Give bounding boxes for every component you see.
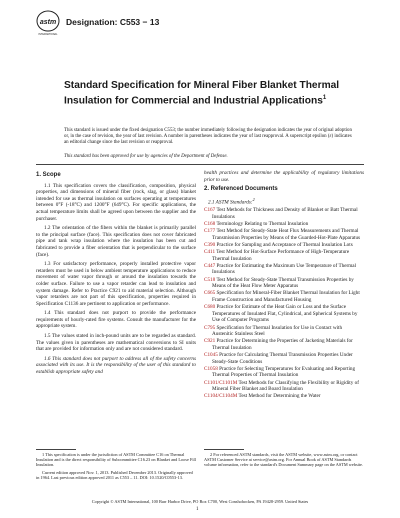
footnote-2: 2 For referenced ASTM standards, visit the ASTM website, www.astm.org, or contact ASTM Customer Service at service@astm.org. For Annual Book of ASTM Standards volume information, refer to the standard's Document Summary page on the ASTM website.	[204, 452, 364, 468]
svg-text:astm: astm	[39, 19, 57, 26]
reference-link[interactable]: C168	[204, 220, 216, 227]
reference-title: Test Methods for Thickness and Density of Blanket or Batt Thermal Insulations	[212, 207, 358, 220]
reference-title: Terminology Relating to Thermal Insulation	[215, 220, 309, 227]
section-heading-scope: 1. Scope	[36, 172, 61, 178]
reference-title: Specification for Thermal Insulation for Use in Contact with Austenitic Stainless Steel	[212, 324, 343, 338]
reference-link[interactable]: C447	[204, 262, 216, 269]
reference-item	[204, 263, 364, 276]
issue-note: This standard is issued under the fixed designation C553; the number immediately following the designation indicates the year of original adoption or, in the case of revision, the year of last revision. A number in parentheses indicates the year of last reapproval. A superscript epsilon (ε) indicates an editorial change since the last revision or reapproval.	[64, 128, 352, 146]
reference-item	[204, 242, 364, 249]
footnote-1: 1 This specification is under the jurisdiction of ASTM Committee C16 on Thermal Insulation and is the direct responsibility of Subcommittee C16.23 on Blanket and Loose Fill Insulation.	[36, 452, 196, 468]
reference-item	[204, 366, 364, 379]
reference-link[interactable]: C680	[204, 304, 216, 311]
reference-link[interactable]: C177	[204, 228, 216, 235]
reference-item	[204, 304, 364, 324]
reference-link[interactable]: C921	[204, 338, 216, 345]
reference-title: Test Methods for Classifying the Flexibility or Rigidity of Mineral Fiber Blanket and Board Insulation	[212, 379, 359, 393]
right-column	[204, 170, 364, 401]
reference-link[interactable]: C665	[204, 290, 216, 297]
paragraph-1-6: 1.6 This standard does not purport to address all of the safety concerns associated with its use. It is the responsibility of the user of this standard to establish appropriate safety and	[36, 355, 196, 376]
reference-item	[204, 393, 364, 400]
astm-standards-subheading: 2.1 ASTM Standards:$^2$	[208, 196, 255, 206]
reference-link[interactable]: C1058	[204, 365, 218, 372]
reference-title: Test Method for Steady-State Thermal Transmission Properties by Means of the Heat Flow Meter Apparatus	[212, 276, 354, 290]
footnote-divider-right	[204, 449, 244, 450]
left-column	[36, 170, 196, 379]
astm-logo-icon	[36, 10, 60, 36]
reference-title: Practice for Determining the Properties of Jacketing Materials for Thermal Insulation	[212, 338, 353, 351]
reference-item	[204, 380, 364, 393]
reference-link[interactable]: C411	[204, 249, 216, 256]
reference-item	[204, 352, 364, 365]
reference-list	[204, 207, 364, 400]
reference-title: Specification for Mineral-Fiber Blanket Thermal Insulation for Light Frame Construction and Manufactured Housing	[212, 290, 360, 303]
paragraph-1-5: 1.5 The values stated in inch-pound units are to be regarded as standard. The values given in parentheses are mathematical conversions to SI units that are provided for information only and are not considered standard.	[36, 333, 196, 353]
paragraph-1-4: 1.4 This standard does not purport to provide the performance requirements of hourly-rated fire systems. Consult the manufacturer for the appropriate system.	[36, 310, 196, 330]
reference-link[interactable]: C518	[204, 276, 216, 283]
document-title: Standard Specification for Mineral Fiber Blanket Thermal Insulation for Commercial and Industrial Applications$^1$	[64, 80, 340, 107]
footnotes-left	[36, 452, 196, 482]
dod-approval-note: This standard has been approved for use by agencies of the Department of Defense.	[64, 154, 228, 159]
reference-item	[204, 290, 364, 303]
reference-item	[204, 221, 364, 228]
reference-link[interactable]: C1045	[204, 352, 218, 359]
reference-link[interactable]: C795	[204, 324, 216, 331]
footnotes-right	[204, 452, 364, 470]
reference-title: Practice for Estimating the Maximum Use Temperature of Thermal Insulations	[212, 262, 357, 276]
designation: Designation: C553 − 13	[66, 17, 160, 27]
reference-item	[204, 207, 364, 220]
header-divider	[36, 164, 364, 165]
reference-link[interactable]: C1104/C1104M	[204, 393, 238, 400]
footnote-divider-left	[36, 449, 76, 450]
reference-link[interactable]: C390	[204, 241, 216, 248]
page-number: 1	[196, 507, 199, 512]
paragraph-1-1: 1.1 This specification covers the classification, composition, physical properties, and dimensions of mineral fiber (rock, slag, or glass) blanket intended for use as thermal insulation on surfaces operating at temperatures between 0°F (-18°C) and 1200°F (649°C). For specific applications, the actual temperature limits shall be agreed upon between the supplier and the purchaser.	[36, 182, 196, 222]
svg-text:INTERNATIONAL: INTERNATIONAL	[38, 33, 58, 36]
reference-item	[204, 325, 364, 338]
reference-title: Practice for Selecting Temperatures for Evaluating and Reporting Thermal Properties of Thermal Insulation	[212, 365, 356, 379]
paragraph-1-6-continued: health practices and determine the applicability of regulatory limitations prior to use.	[204, 170, 364, 183]
reference-item	[204, 277, 364, 290]
reference-title: Practice for Calculating Thermal Transmission Properties Under Steady-State Conditions	[212, 352, 353, 365]
reference-link[interactable]: C1101/C1101M	[204, 379, 238, 386]
paragraph-1-3: 1.3 For satisfactory performance, properly installed protective vapor retarders must be used in below ambient temperature applications to reduce movement of water vapor through or around the insulation towards the colder surface. Failure to use a vapor retarder can lead to insulation and system damage. Refer to Practice C921 to aid material selection. Although vapor retarders are not part of this specification, properties required in Specification C1136 are pertinent to application or performance.	[36, 261, 196, 307]
reference-item	[204, 249, 364, 262]
copyright-notice: Copyright © ASTM International, 100 Barr Harbor Drive, PO Box C700, West Conshohocken, PA 19428-2959. United States	[91, 499, 309, 504]
reference-title: Test Method for Steady-State Heat Flux Measurements and Thermal Transmission Properties by Means of the Guarded-Hot-Plate Apparatus	[212, 228, 361, 241]
reference-title: Practice for Sampling and Acceptance of Thermal Insulation Lots	[215, 241, 353, 248]
section-heading-references: 2. Referenced Documents	[204, 186, 278, 193]
reference-item	[204, 338, 364, 351]
reference-title: Test Method for Determining the Water	[237, 393, 321, 400]
reference-item	[204, 228, 364, 241]
reference-title: Test Method for Hot-Surface Performance of High-Temperature Thermal Insulation	[212, 249, 350, 262]
paragraph-1-2: 1.2 The orientation of the fibers within the blanket is primarily parallel to the principal surface (face). This specification does not cover fabricated pipe and tank wrap insulation where the insulation has been cut and fabricated to provide a fiber orientation that is perpendicular to the surface (face).	[36, 225, 196, 258]
footnote-1-edition: Current edition approved Nov. 1, 2013. Published December 2013. Originally approved in 1964. Last previous edition approved 2011 as C553 – 11. DOI: 10.1520/C0553-13.	[36, 469, 193, 480]
reference-title: Practice for Estimate of the Heat Gain or Loss and the Surface Temperatures of Insulated Flat, Cylindrical, and Spherical Systems by Use of Computer Programs	[212, 304, 358, 324]
reference-link[interactable]: C167	[204, 207, 216, 214]
